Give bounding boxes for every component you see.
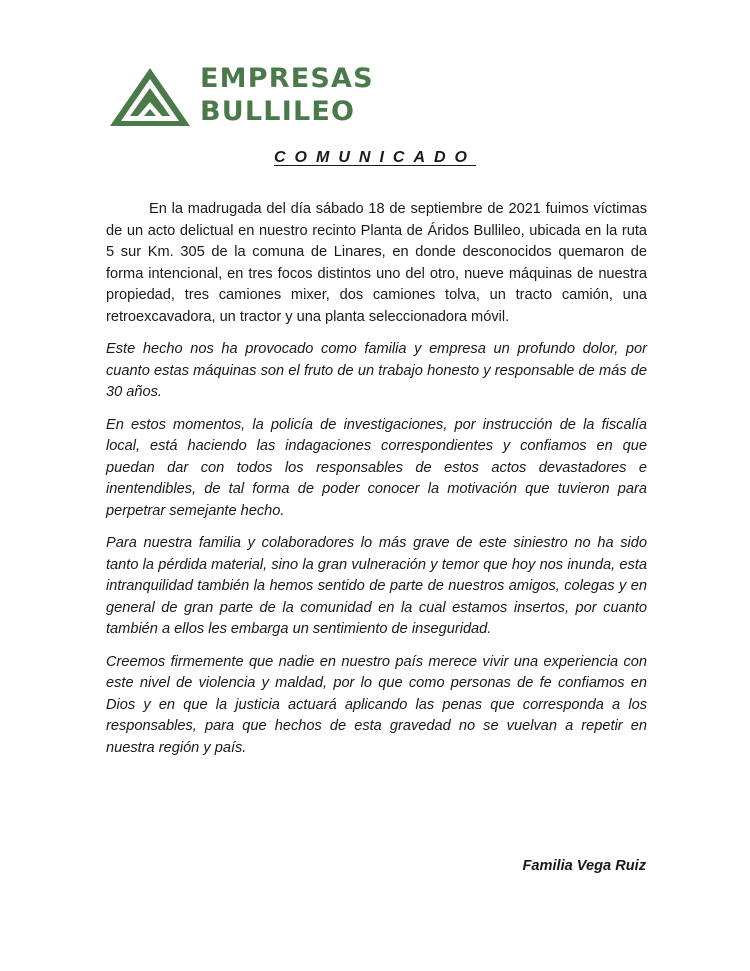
paragraph-2: Este hecho nos ha provocado como familia y empresa un profundo dolor, por cuanto estas máquinas son el fruto de un trabajo honesto y responsable de más de 30 años. (106, 341, 647, 400)
signature: Familia Vega Ruiz (522, 858, 646, 874)
paragraph-5: Creemos firmemente que nadie en nuestro país merece vivir una experiencia con este nivel de violencia y maldad, por lo que como personas de fe confiamos en Dios y en que la justicia actuará aplicando las penas que corresponda a los responsables, para que hechos de esta gravedad no se vuelvan a repetir en nuestra región y país. (106, 653, 647, 756)
paragraph-3: En estos momentos, la policía de investigaciones, por instrucción de la fiscalía local, está haciendo las indagaciones correspondientes y confiamos en que puedan dar con todos los responsables de estos actos devastadores e inentendibles, de tal forma de poder conocer la motivación que tuvieron para perpetrar semejante hecho. (106, 416, 647, 519)
company-logo (108, 62, 374, 132)
document-body (106, 199, 647, 770)
document-title: COMUNICADO (274, 149, 476, 166)
mountain-logo-icon (108, 66, 192, 128)
paragraph-1: En la madrugada del día sábado 18 de septiembre de 2021 fuimos víctimas de un acto delictual en nuestro recinto Planta de Áridos Bullileo, ubicada en la ruta 5 sur Km. 305 de la comuna de Linares, en donde desconocidos quemaron de forma intencional, en tres focos distintos uno del otro, nueve máquinas de nuestra propiedad, tres camiones mixer, dos camiones tolva, un tracto camión, una retroexcavadora, un tractor y una planta seleccionadora móvil. (106, 201, 647, 325)
paragraph-4: Para nuestra familia y colaboradores lo más grave de este siniestro no ha sido tanto la pérdida material, sino la gran vulneración y temor que hoy nos inunda, esta intranquilidad también la hemos sentido de parte de nuestros amigos, colegas y en general de gran parte de la comunidad en la cual estamos insertos, por cuanto también a ellos les embarga un sentimiento de inseguridad. (106, 535, 647, 637)
logo-line-2: BULLILEO (200, 96, 356, 127)
logo-line-1: EMPRESAS (200, 63, 374, 94)
logo-wordmark (200, 62, 374, 128)
